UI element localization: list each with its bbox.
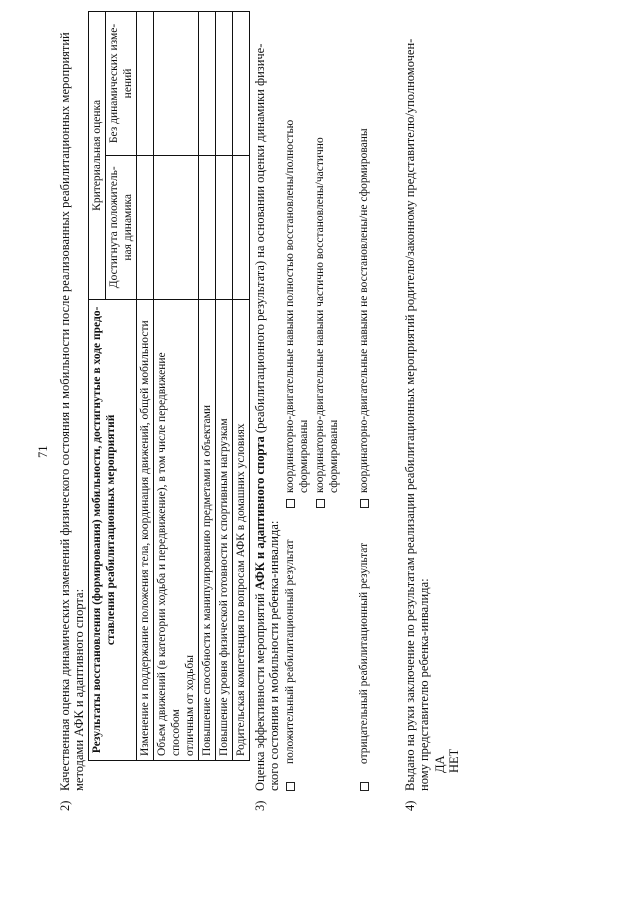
table-row: Повышение способности к манипулированию предметами и объектами <box>199 12 216 761</box>
option3-checkbox[interactable] <box>360 499 369 508</box>
positive-result-row <box>283 539 297 791</box>
table-cell-positive[interactable] <box>233 155 250 299</box>
table-cell-no-change[interactable] <box>199 12 216 156</box>
option2-label: координаторно-двигательные навыки частично восстановлены/частично <box>314 137 326 493</box>
table-cell-positive[interactable] <box>154 155 199 299</box>
table-header-positive: Достигнута положитель- ная динамика <box>106 155 137 299</box>
section4-text-line1: Выдано на руки заключение по результатам реализации реабилитационных мероприятий родителю/законному представителю/уполномочен- <box>403 38 417 791</box>
option1-label: координаторно-двигательные навыки полностью восстановлены/полностью <box>284 119 296 493</box>
section3-text-line2: ского состояния и мобильности ребенка-инвалида: <box>267 520 281 791</box>
section4-number: 4) <box>403 800 417 811</box>
table-cell-no-change[interactable] <box>233 12 250 156</box>
section2-text-line2: методами АФК и адаптивного спорта: <box>72 588 86 791</box>
table-row: Объем движений (в категории ходьба и передвижение), в том числе передвижение способом отличным от ходьбы <box>154 12 199 761</box>
criteria-table <box>88 11 250 761</box>
option1-checkbox[interactable] <box>286 499 295 508</box>
page-number: 71 <box>36 445 50 458</box>
table-header-criteria: Критериальная оценка <box>89 12 106 300</box>
table-cell-no-change[interactable] <box>137 12 154 156</box>
section2-text-line1: Качественная оценка динамических изменений физического состояния и мобильности после реализованных реабилитационных мероприятий <box>58 32 72 791</box>
option3-label: координаторно-двигательные навыки не восстановлены/не сформированы <box>358 128 370 493</box>
option2-checkbox[interactable] <box>316 499 325 508</box>
negative-result-row <box>357 543 371 791</box>
answer-no[interactable]: НЕТ <box>447 748 461 773</box>
negative-result-label: отрицательный реабилитационный результат <box>358 542 370 764</box>
table-header-no-change: Без динамических изме- нений <box>106 12 137 156</box>
answer-yes[interactable]: ДА <box>433 755 447 773</box>
positive-result-checkbox[interactable] <box>286 782 295 791</box>
table-header-results: Результаты восстановления (формирования) мобильности, достигнутые в ходе предо- ставления реабилитационных мероприятий <box>89 299 137 760</box>
table-row: Родительская компетенция по вопросам АФК в домашних условиях <box>233 12 250 761</box>
table-cell-no-change[interactable] <box>154 12 199 156</box>
negative-result-checkbox[interactable] <box>360 782 369 791</box>
option1-row <box>283 120 297 508</box>
table-cell-positive[interactable] <box>216 155 233 299</box>
section4-text-line2: ному представителю ребенка-инвалида: <box>417 578 431 791</box>
table-row: Повышение уровня физической готовности к спортивным нагрузкам <box>216 12 233 761</box>
positive-result-label: положительный реабилитационный результат <box>284 539 296 764</box>
option2-row <box>313 137 327 508</box>
table-cell-positive[interactable] <box>199 155 216 299</box>
table-cell-positive[interactable] <box>137 155 154 299</box>
section3-number: 3) <box>253 800 267 811</box>
table-cell-no-change[interactable] <box>216 12 233 156</box>
section3-text-line1: Оценка эффективности мероприятий АФК и адаптивного спорта (реабилитационного результата) на основании оценки динамики физиче- <box>253 43 267 791</box>
option1-label-cont: сформированы <box>298 419 310 493</box>
option3-row <box>357 128 371 508</box>
section2-number: 2) <box>58 800 72 811</box>
option2-label-cont: сформированы <box>328 419 340 493</box>
table-row: Изменение и поддержание положения тела, координация движений, общей мобильности <box>137 12 154 761</box>
